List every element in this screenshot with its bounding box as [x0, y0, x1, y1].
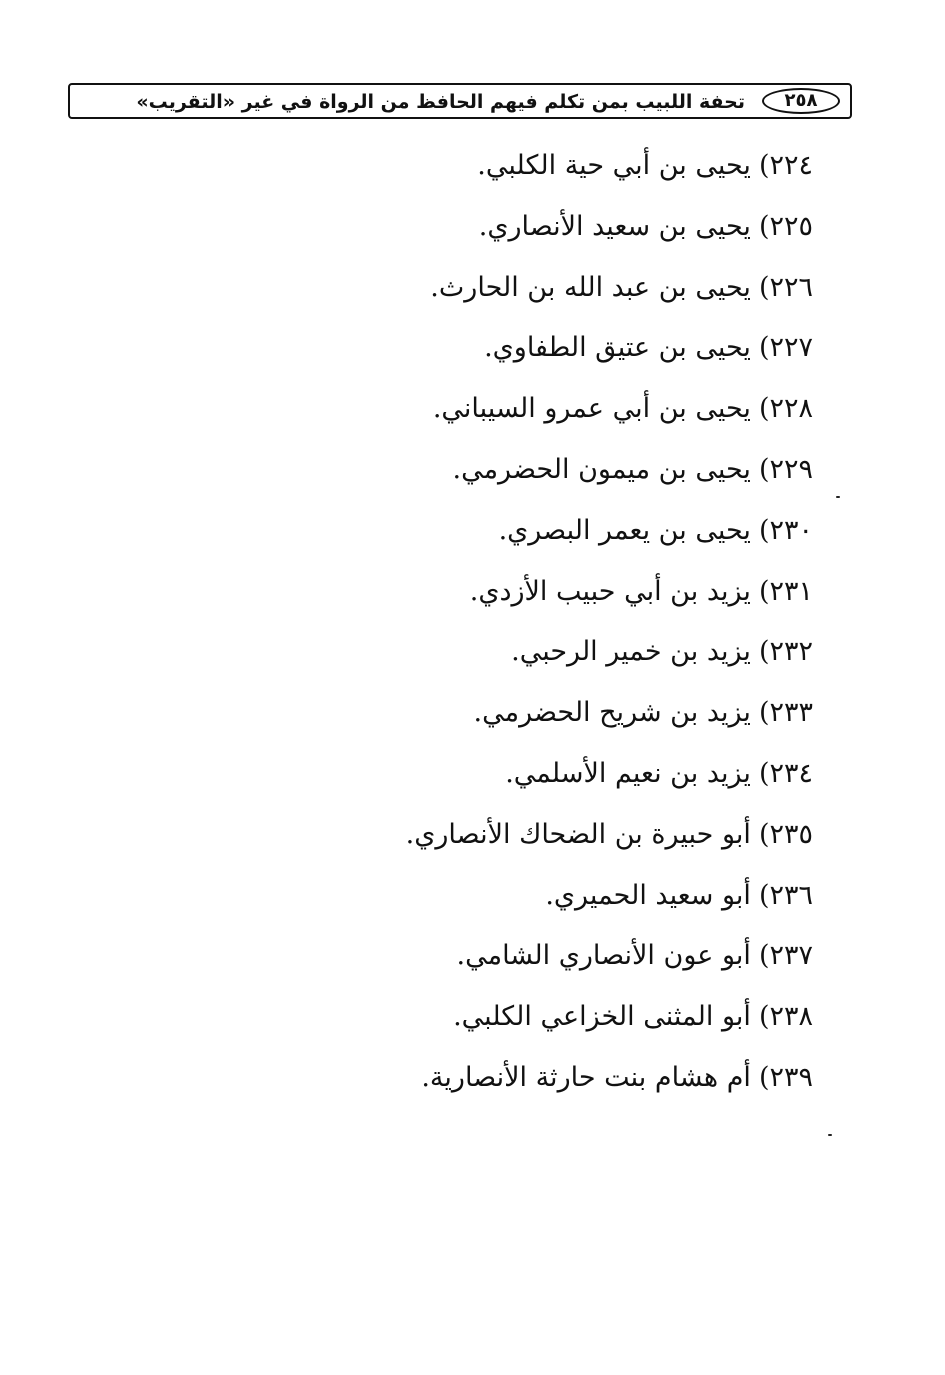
entry-number: ٢٣٣): [758, 697, 813, 729]
list-item: [213, 385, 813, 446]
list-item: [213, 264, 813, 325]
entry-number: ٢٣٤): [758, 757, 813, 789]
entry-name: يحيى بن يعمر البصري.: [498, 514, 751, 546]
entry-name: يحيى بن أبي عمرو السيباني.: [432, 393, 751, 425]
entry-number: ٢٢٦): [758, 271, 813, 303]
entry-name: يزيد بن أبي حبيب الأزدي.: [469, 575, 751, 607]
list-item: [213, 993, 813, 1054]
entry-number: ٢٣٧): [758, 940, 813, 972]
entry-number: ٢٣٨): [758, 1001, 813, 1033]
list-item: [213, 507, 813, 568]
entry-name: يحيى بن أبي حية الكلبي.: [477, 150, 751, 181]
entry-number: ٢٢٤): [758, 150, 813, 181]
entry-number: ٢٣٥): [758, 818, 813, 850]
entry-name: أم هشام بنت حارثة الأنصارية.: [421, 1061, 751, 1093]
entry-number: ٢٣٦): [758, 879, 813, 911]
entry-name: يحيى بن ميمون الحضرمي.: [452, 453, 751, 485]
entry-number: ٢٣١): [758, 575, 813, 607]
list-item: [213, 324, 813, 385]
list-item: [213, 689, 813, 750]
entry-number: ٢٢٧): [758, 332, 813, 364]
list-item: [213, 203, 813, 264]
entry-number: ٢٢٨): [758, 393, 813, 425]
scan-speck: [828, 1134, 832, 1136]
entry-number: ٢٣٢): [758, 636, 813, 668]
entry-number: ٢٣٩): [758, 1061, 813, 1093]
list-item: [213, 446, 813, 507]
page-number: ٢٥٨: [762, 88, 840, 114]
entry-name: أبو حبيرة بن الضحاك الأنصاري.: [405, 818, 751, 850]
scan-speck: [836, 496, 840, 498]
list-item: [213, 568, 813, 629]
entry-name: أبو المثنى الخزاعي الكلبي.: [453, 1001, 751, 1033]
entry-name: يزيد بن نعيم الأسلمي.: [505, 757, 751, 789]
entry-name: أبو سعيد الحميري.: [545, 879, 751, 911]
book-title: تحفة اللبيب بمن تكلم فيهم الحافظ من الرواة في غير «التقريب»: [136, 91, 745, 113]
entry-name: أبو عون الأنصاري الشامي.: [456, 940, 751, 972]
list-item: [213, 1054, 813, 1115]
list-item: [213, 628, 813, 689]
entry-number: ٢٢٥): [758, 210, 813, 242]
entry-name: يحيى بن سعيد الأنصاري.: [478, 210, 751, 242]
entry-name: يزيد بن خمير الرحبي.: [511, 636, 751, 668]
list-item: [213, 872, 813, 933]
entry-name: يحيى بن عتيق الطفاوي.: [484, 332, 751, 364]
entry-name: يزيد بن شريح الحضرمي.: [473, 697, 751, 729]
entry-number: ٢٣٠): [758, 514, 813, 546]
narrator-list: [213, 142, 813, 1115]
entry-number: ٢٢٩): [758, 453, 813, 485]
running-header: [68, 83, 852, 119]
list-item: [213, 932, 813, 993]
entry-name: يحيى بن عبد الله بن الحارث.: [430, 271, 751, 303]
list-item: [213, 142, 813, 203]
list-item: [213, 750, 813, 811]
list-item: [213, 811, 813, 872]
